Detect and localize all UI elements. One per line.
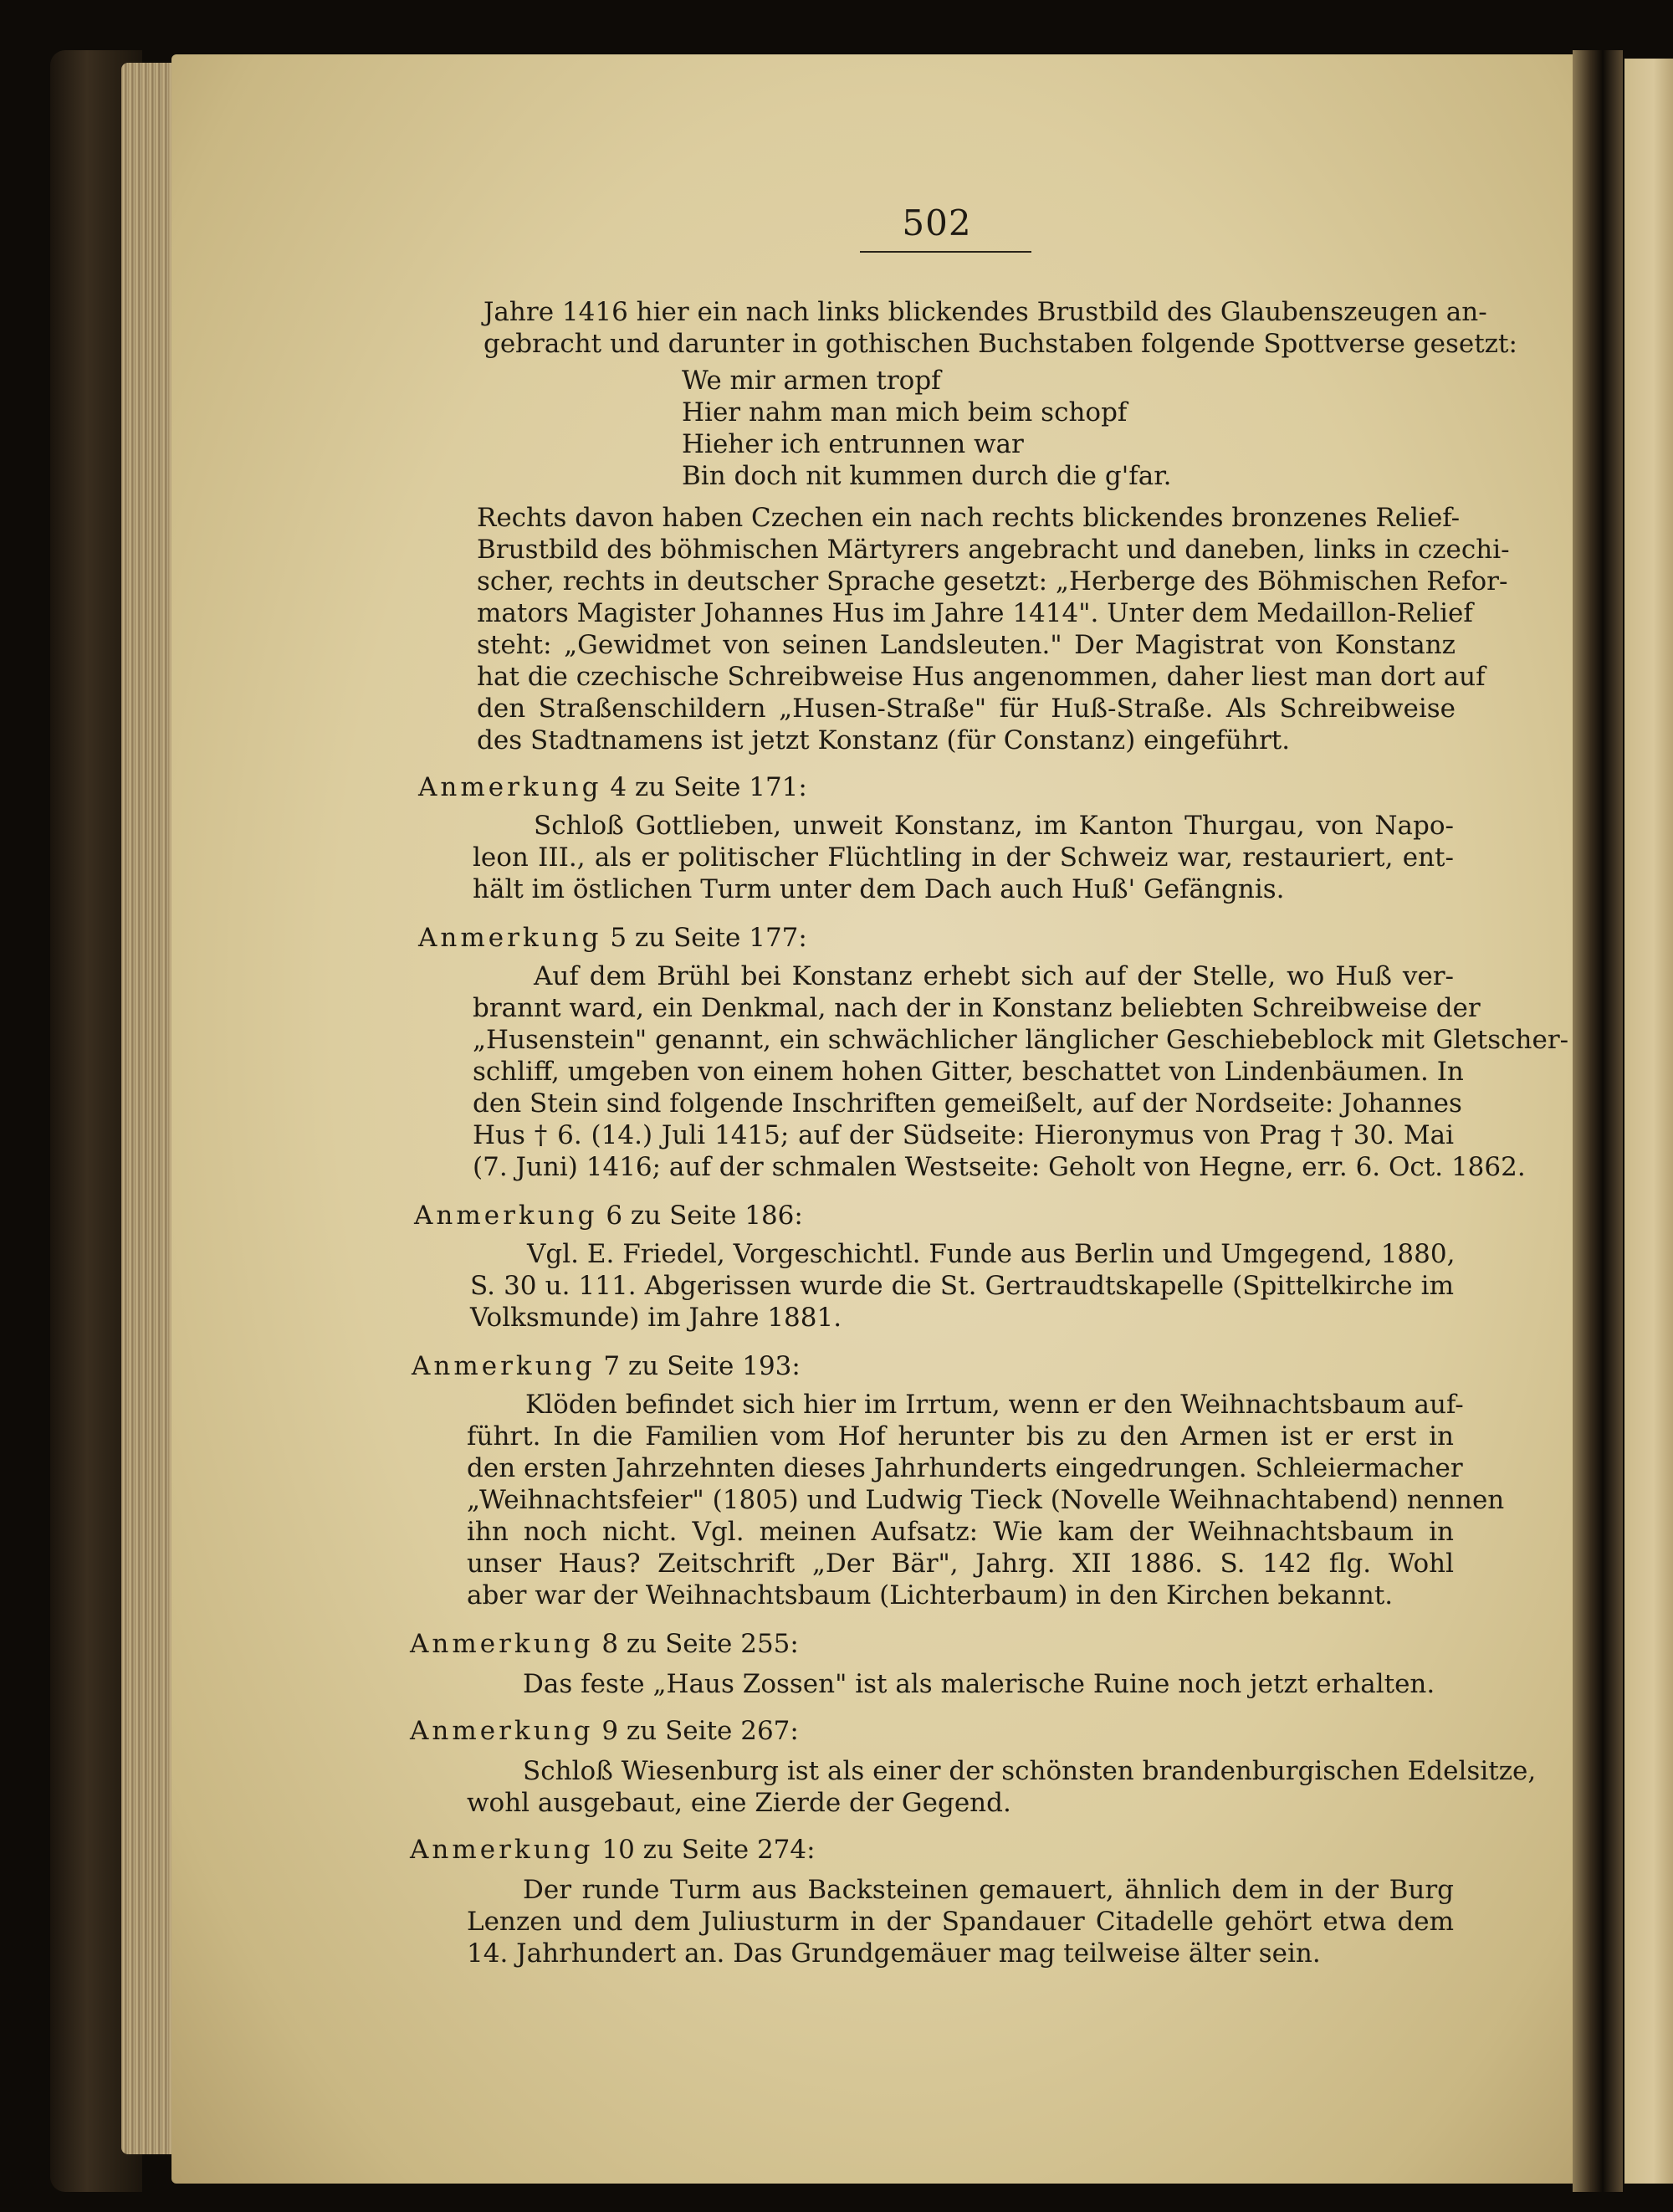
note-ref: 5 zu Seite 177: <box>610 923 807 953</box>
verse-line: Bin doch nit kummen durch die g'far. <box>682 461 1172 491</box>
note-line: Schloß Gottlieben, unweit Konstanz, im Kanton Thurgau, von Napo- <box>534 811 1454 841</box>
note-label: Anmerkung <box>412 1351 596 1381</box>
text-line: den Straßenschildern „Husen-Straße" für Huß-Straße. Als Schreibweise <box>477 694 1456 724</box>
page-number: 502 <box>902 202 972 243</box>
text-line: Rechts davon haben Czechen ein nach rechts blickendes bronzenes Relief- <box>477 503 1461 533</box>
verse-line: Hier nahm man mich beim schopf <box>682 397 1128 428</box>
verse-line: We mir armen tropf <box>682 366 941 396</box>
text-line: Brustbild des böhmischen Märtyrers angebracht und daneben, links in czechi- <box>477 535 1510 565</box>
text-line: steht: „Gewidmet von seinen Landsleuten." Der Magistrat von Konstanz <box>477 630 1456 660</box>
note-line: Hus † 6. (14.) Juli 1415; auf der Südseite: Hieronymus von Prag † 30. Mai <box>473 1120 1454 1150</box>
note-heading <box>412 1350 801 1382</box>
note-label: Anmerkung <box>410 1716 594 1746</box>
note-line: leon III., als er politischer Flüchtling in der Schweiz war, restauriert, ent- <box>473 842 1454 873</box>
note-line: 14. Jahrhundert an. Das Grundgemäuer mag teilweise älter sein. <box>467 1938 1321 1969</box>
note-line: Das feste „Haus Zossen" ist als malerische Ruine noch jetzt erhalten. <box>523 1669 1435 1699</box>
note-line: Vgl. E. Friedel, Vorgeschichtl. Funde aus Berlin und Umgegend, 1880, <box>527 1239 1456 1269</box>
text-line: scher, rechts in deutscher Sprache gesetzt: „Herberge des Böhmischen Refor- <box>477 566 1508 597</box>
note-line: Schloß Wiesenburg ist als einer der schönsten brandenburgischen Edelsitze, <box>523 1756 1537 1786</box>
note-line: Volksmunde) im Jahre 1881. <box>470 1303 842 1333</box>
note-line: Lenzen und dem Juliusturm in der Spandauer Citadelle gehört etwa dem <box>467 1907 1454 1937</box>
note-ref: 9 zu Seite 267: <box>601 1716 799 1746</box>
note-ref: 4 zu Seite 171: <box>610 772 807 802</box>
verse-line: Hieher ich entrunnen war <box>682 429 1024 459</box>
note-heading <box>410 1628 799 1660</box>
note-line: brannt ward, ein Denkmal, nach der in Konstanz beliebten Schreibweise der <box>473 993 1481 1023</box>
note-ref: 10 zu Seite 274: <box>601 1835 816 1865</box>
text-line: hat die czechische Schreibweise Hus angenommen, daher liest man dort auf <box>477 662 1486 692</box>
note-ref: 8 zu Seite 255: <box>601 1629 799 1659</box>
note-line: Klöden befindet sich hier im Irrtum, wenn er den Weihnachtsbaum auf- <box>525 1390 1464 1420</box>
note-label: Anmerkung <box>414 1201 598 1231</box>
note-heading <box>410 1715 799 1747</box>
note-heading <box>418 771 807 803</box>
note-line: Der runde Turm aus Backsteinen gemauert, ähnlich dem in der Burg <box>523 1875 1454 1905</box>
note-line: „Weihnachtsfeier" (1805) und Ludwig Tieck (Novelle Weihnachtabend) nennen <box>467 1485 1505 1515</box>
note-ref: 6 zu Seite 186: <box>606 1201 803 1231</box>
text-line: mators Magister Johannes Hus im Jahre 1414". Unter dem Medaillon-Relief <box>477 598 1473 628</box>
text-line: Jahre 1416 hier ein nach links blickendes Brustbild des Glaubenszeugen an- <box>483 297 1487 327</box>
text-line: des Stadtnamens ist jetzt Konstanz (für Constanz) eingeführt. <box>477 725 1291 755</box>
text-line: gebracht und darunter in gothischen Buchstaben folgende Spottverse gesetzt: <box>483 329 1517 359</box>
note-line: den Stein sind folgende Inschriften gemeißelt, auf der Nordseite: Johannes <box>473 1088 1462 1119</box>
note-ref: 7 zu Seite 193: <box>603 1351 801 1381</box>
note-heading <box>414 1200 803 1231</box>
note-line: führt. In die Familien vom Hof herunter bis zu den Armen ist er erst in <box>467 1421 1454 1452</box>
note-line: hält im östlichen Turm unter dem Dach auch Huß' Gefängnis. <box>473 874 1285 904</box>
note-heading <box>410 1834 816 1866</box>
note-line: wohl ausgebaut, eine Zierde der Gegend. <box>467 1788 1011 1818</box>
note-line: aber war der Weihnachtsbaum (Lichterbaum) in den Kirchen bekannt. <box>467 1580 1394 1610</box>
note-label: Anmerkung <box>410 1629 594 1659</box>
note-line: ihn noch nicht. Vgl. meinen Aufsatz: Wie kam der Weihnachtsbaum in <box>467 1517 1454 1547</box>
page-number-rule <box>860 251 1031 253</box>
note-line: Auf dem Brühl bei Konstanz erhebt sich auf der Stelle, wo Huß ver- <box>534 961 1454 991</box>
note-heading <box>418 922 807 954</box>
note-line: „Husenstein" genannt, ein schwächlicher länglicher Geschiebeblock mit Gletscher- <box>473 1025 1569 1055</box>
note-line: unser Haus? Zeitschrift „Der Bär", Jahrg. XII 1886. S. 142 flg. Wohl <box>467 1549 1454 1579</box>
note-line: schliff, umgeben von einem hohen Gitter, beschattet von Lindenbäumen. In <box>473 1057 1464 1087</box>
note-label: Anmerkung <box>410 1835 594 1865</box>
note-line: S. 30 u. 111. Abgerissen wurde die St. Gertraudtskapelle (Spittelkirche im <box>470 1271 1454 1301</box>
note-label: Anmerkung <box>418 772 602 802</box>
note-line: den ersten Jahrzehnten dieses Jahrhunderts eingedrungen. Schleiermacher <box>467 1453 1463 1483</box>
note-line: (7. Juni) 1416; auf der schmalen Westseite: Geholt von Hegne, err. 6. Oct. 1862. <box>473 1152 1526 1182</box>
note-label: Anmerkung <box>418 923 602 953</box>
